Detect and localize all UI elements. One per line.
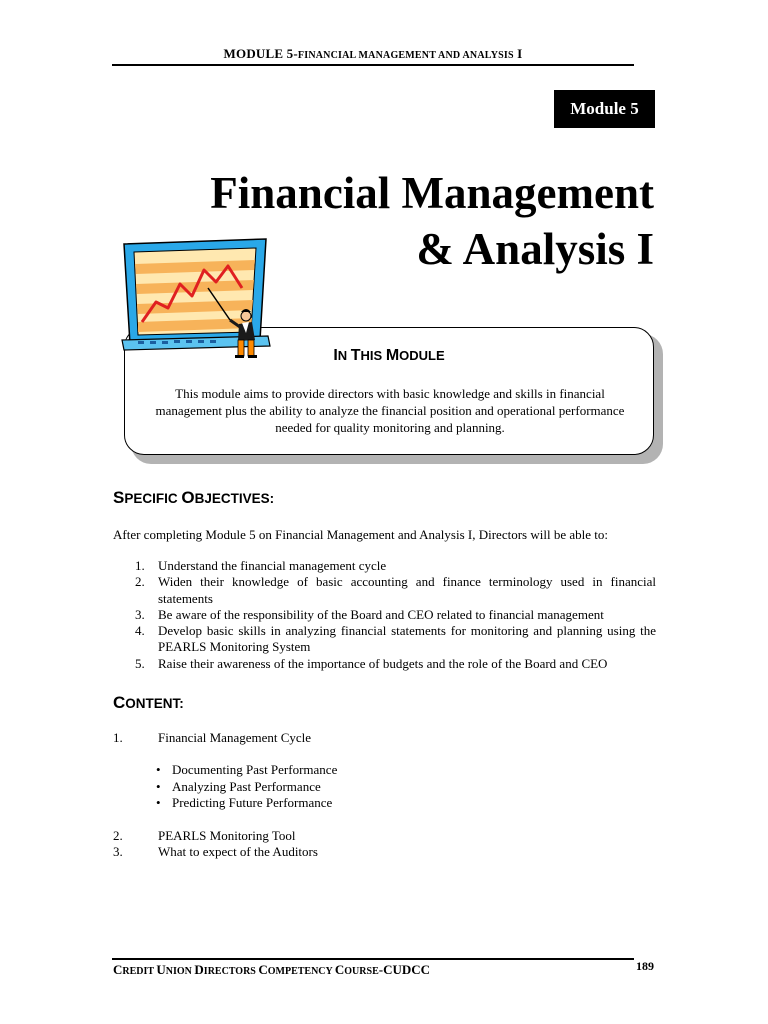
list-item: • Predicting Future Performance [156,795,333,810]
module-box-body: This module aims to provide directors with basic knowledge and skills in financial management plus the ability to analyze the financial position and operational performance needed for quality monitoring and planning. [155,386,625,435]
bullet-icon: • [156,795,161,810]
content-heading: CONTENT: [113,693,184,712]
objectives-heading: SPECIFIC OBJECTIVES: [113,488,275,507]
header-rule [112,64,634,66]
objectives-list [113,558,656,672]
module-box-heading: IN THIS MODULE [333,347,445,364]
list-item: 3. Be aware of the responsibility of the Board and CEO related to financial management [135,606,604,622]
list-item: 2. Widen their knowledge of basic accounting and finance terminology used in financial statements [135,574,656,606]
running-header [112,46,634,62]
content-bullets [155,762,337,812]
list-item: • Documenting Past Performance [156,762,338,777]
page-number: 189 [636,959,654,973]
bullet-icon: • [156,778,161,794]
list-item: 5. Raise their awareness of the importance of budgets and the role of the Board and CEO [135,655,608,671]
objectives-intro: After completing Module 5 on Financial Management and Analysis I, Directors will be able to: [113,527,608,542]
header-prefix: MODULE 5- [223,46,298,61]
module-badge: Module 5 [554,90,655,128]
list-item: 4. Develop basic skills in analyzing financial statements for monitoring and planning using the PEARLS Monitoring System [135,623,656,655]
header-title: FINANCIAL MANAGEMENT AND ANALYSIS [297,50,514,61]
presentation-chart-clipart [118,236,278,366]
list-item: • Analyzing Past Performance [156,778,321,794]
bullet-icon: • [156,762,161,777]
footer-rule [112,958,634,960]
list-item: 1. Understand the financial management cycle [135,558,387,573]
running-footer: CREDIT UNION DIRECTORS COMPETENCY COURSE-CUDCC [113,962,431,977]
title-line-1: Financial Management [210,168,654,218]
header-suffix: I [513,46,523,61]
title-line-2: & Analysis I [416,224,654,274]
